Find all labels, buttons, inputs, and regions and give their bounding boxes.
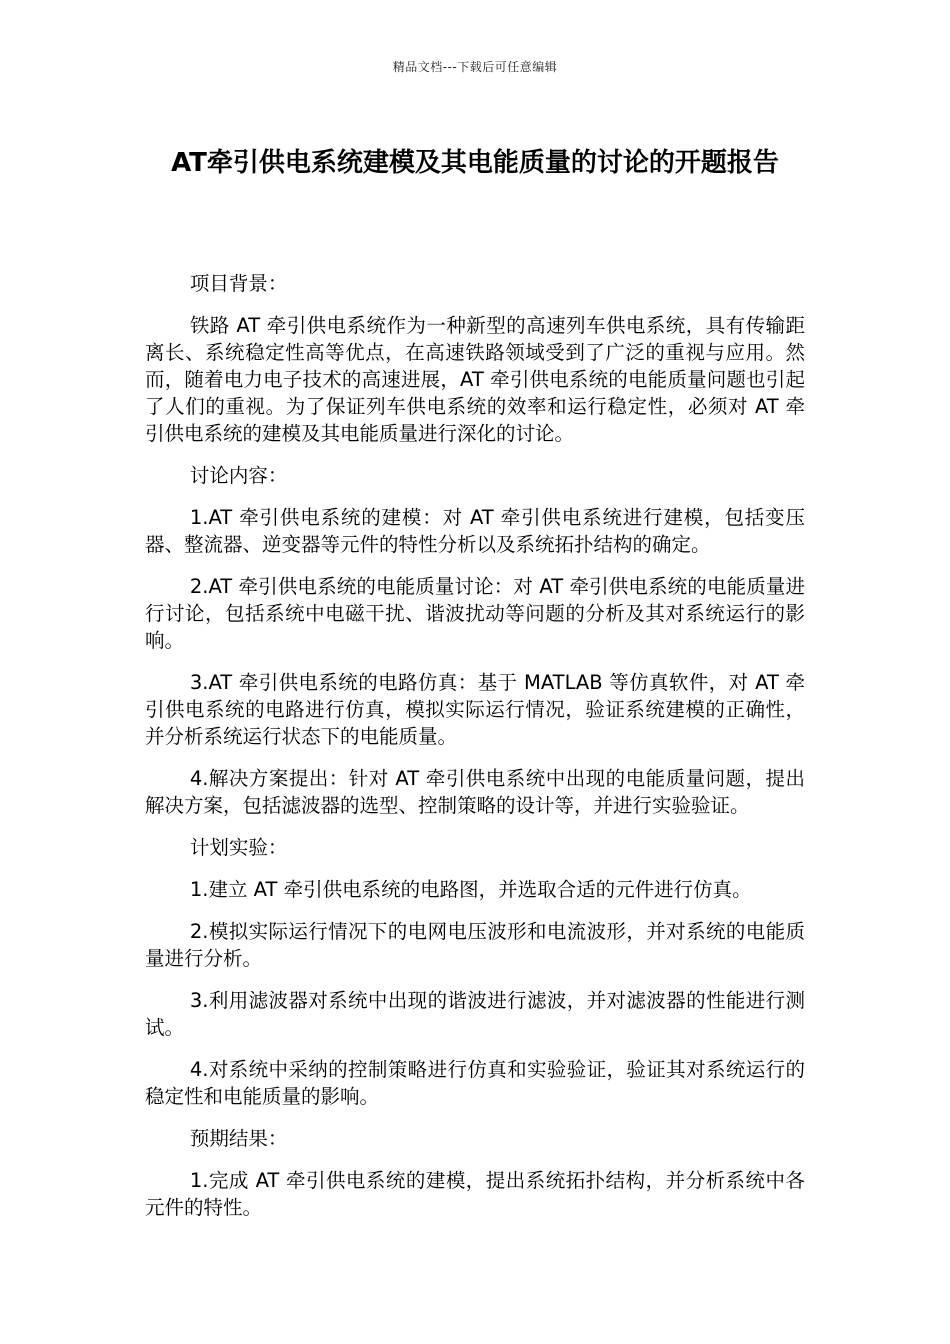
document-body [145,270,805,1236]
background-paragraph: 铁路 AT 牵引供电系统作为一种新型的高速列车供电系统，具有传输距离长、系统稳定性高等优点，在高速铁路领域受到了广泛的重视与应用。然而，随着电力电子技术的高速进展，AT 牵引供电系统的电能质量问题也引起了人们的重视。为了保证列车供电系统的效率和运行稳定性，必须对 AT 牵引供电系统的建模及其电能质量进行深化的讨论。 [145,314,805,445]
content-item: 2.AT 牵引供电系统的电能质量讨论：对 AT 牵引供电系统的电能质量进行讨论，包括系统中电磁干扰、谐波扰动等问题的分析及其对系统运行的影响。 [145,575,805,652]
results-item: 1.完成 AT 牵引供电系统的建模，提出系统拓扑结构，并分析系统中各元件的特性。 [145,1169,805,1219]
plan-item: 3.利用滤波器对系统中出现的谐波进行滤波，并对滤波器的性能进行测试。 [145,989,805,1039]
plan-item: 1.建立 AT 牵引供电系统的电路图，并选取合适的元件进行仿真。 [189,878,752,901]
content-item: 3.AT 牵引供电系统的电路仿真：基于 MATLAB 等仿真软件，对 AT 牵引供电系统的电路进行仿真，模拟实际运行情况，验证系统建模的正确性，并分析系统运行状态下的电能质量。 [145,671,805,748]
plan-item: 2.模拟实际运行情况下的电网电压波形和电流波形，并对系统的电能质量进行分析。 [145,920,805,970]
content-item: 1.AT 牵引供电系统的建模：对 AT 牵引供电系统进行建模，包括变压器、整流器、逆变器等元件的特性分析以及系统拓扑结构的确定。 [145,506,805,556]
section-heading-plan: 计划实验： [189,836,288,859]
content-item: 4.解决方案提出：针对 AT 牵引供电系统中出现的电能质量问题，提出解决方案，包括滤波器的选型、控制策略的设计等，并进行实验验证。 [145,767,805,817]
document-title: AT牵引供电系统建模及其电能质量的讨论的开题报告 [171,148,779,178]
plan-item: 4.对系统中采纳的控制策略进行仿真和实验验证，验证其对系统运行的稳定性和电能质量的影响。 [145,1058,805,1108]
section-heading-results: 预期结果： [189,1127,288,1150]
section-heading-content: 讨论内容： [189,464,288,487]
header-note: 精品文档---下载后可任意编辑 [392,60,558,74]
section-heading-background: 项目背景： [189,272,288,295]
